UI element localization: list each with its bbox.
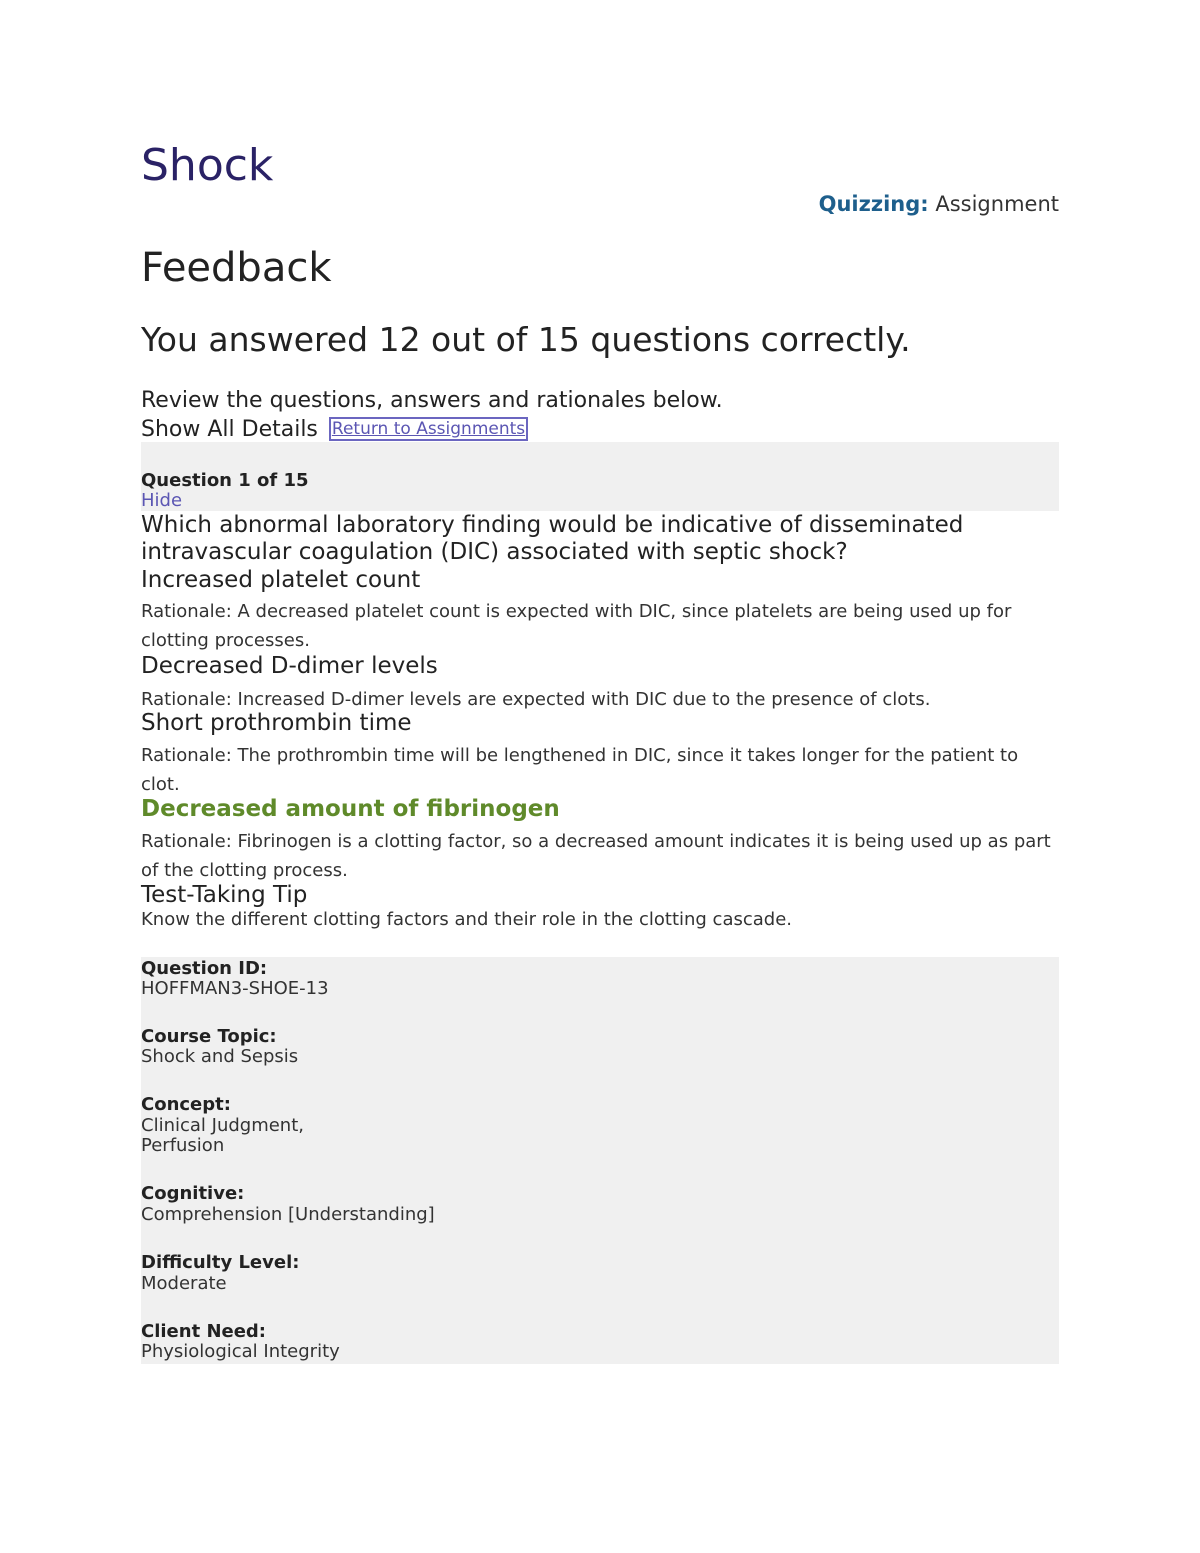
question-number: Question 1 of 15 xyxy=(141,470,309,491)
test-taking-tip-heading: Test-Taking Tip xyxy=(141,882,308,908)
quizzing-label: Quizzing: xyxy=(818,192,929,216)
difficulty-level-value: Moderate xyxy=(141,1273,227,1294)
hide-question-link[interactable]: Hide xyxy=(141,490,183,511)
test-taking-tip-text: Know the different clotting factors and their role in the clotting cascade. xyxy=(141,909,793,930)
concept-value: Clinical Judgment, xyxy=(141,1115,304,1136)
question-details-panel xyxy=(141,957,1059,1364)
return-to-assignments-link[interactable]: Return to Assignments xyxy=(329,417,528,441)
client-need-value: Physiological Integrity xyxy=(141,1341,340,1362)
question-id-value: HOFFMAN3-SHOE-13 xyxy=(141,978,329,999)
question-id-label: Question ID: xyxy=(141,958,268,979)
answer-option: Increased platelet count xyxy=(141,567,421,593)
actions-row xyxy=(141,415,528,445)
concept-value: Perfusion xyxy=(141,1135,225,1156)
difficulty-level-label: Difficulty Level: xyxy=(141,1252,300,1273)
answer-rationale: Rationale: The prothrombin time will be lengthened in DIC, since it takes longer for the patient to clot. xyxy=(141,745,1019,795)
page-title: Shock xyxy=(141,140,274,191)
review-instructions: Review the questions, answers and rationales below. xyxy=(141,388,723,413)
quizzing-value: Assignment xyxy=(935,192,1059,216)
course-topic-value: Shock and Sepsis xyxy=(141,1046,299,1067)
correct-answer-option: Decreased amount of fibrinogen xyxy=(141,796,560,822)
client-need-label: Client Need: xyxy=(141,1321,267,1342)
answer-option: Short prothrombin time xyxy=(141,710,412,736)
answer-rationale: Rationale: Increased D-dimer levels are expected with DIC due to the presence of clots. xyxy=(141,689,931,710)
cognitive-value: Comprehension [Understanding] xyxy=(141,1204,435,1225)
cognitive-label: Cognitive: xyxy=(141,1183,245,1204)
feedback-heading: Feedback xyxy=(141,245,332,291)
question-header xyxy=(141,442,1059,511)
answer-rationale: Rationale: Fibrinogen is a clotting factor, so a decreased amount indicates it is being used up as part of the clotting process. xyxy=(141,831,1051,881)
answer-option: Decreased D-dimer levels xyxy=(141,653,438,679)
concept-label: Concept: xyxy=(141,1094,231,1115)
answer-rationale: Rationale: A decreased platelet count is expected with DIC, since platelets are being used up for clotting processes. xyxy=(141,601,1012,651)
score-summary: You answered 12 out of 15 questions correctly. xyxy=(141,320,911,359)
show-all-details-button[interactable]: Show All Details xyxy=(141,417,318,442)
quizzing-indicator xyxy=(819,190,1059,218)
question-text: Which abnormal laboratory finding would be indicative of disseminated intravascular coagulation (DIC) associated with septic shock? xyxy=(141,512,964,565)
course-topic-label: Course Topic: xyxy=(141,1026,277,1047)
